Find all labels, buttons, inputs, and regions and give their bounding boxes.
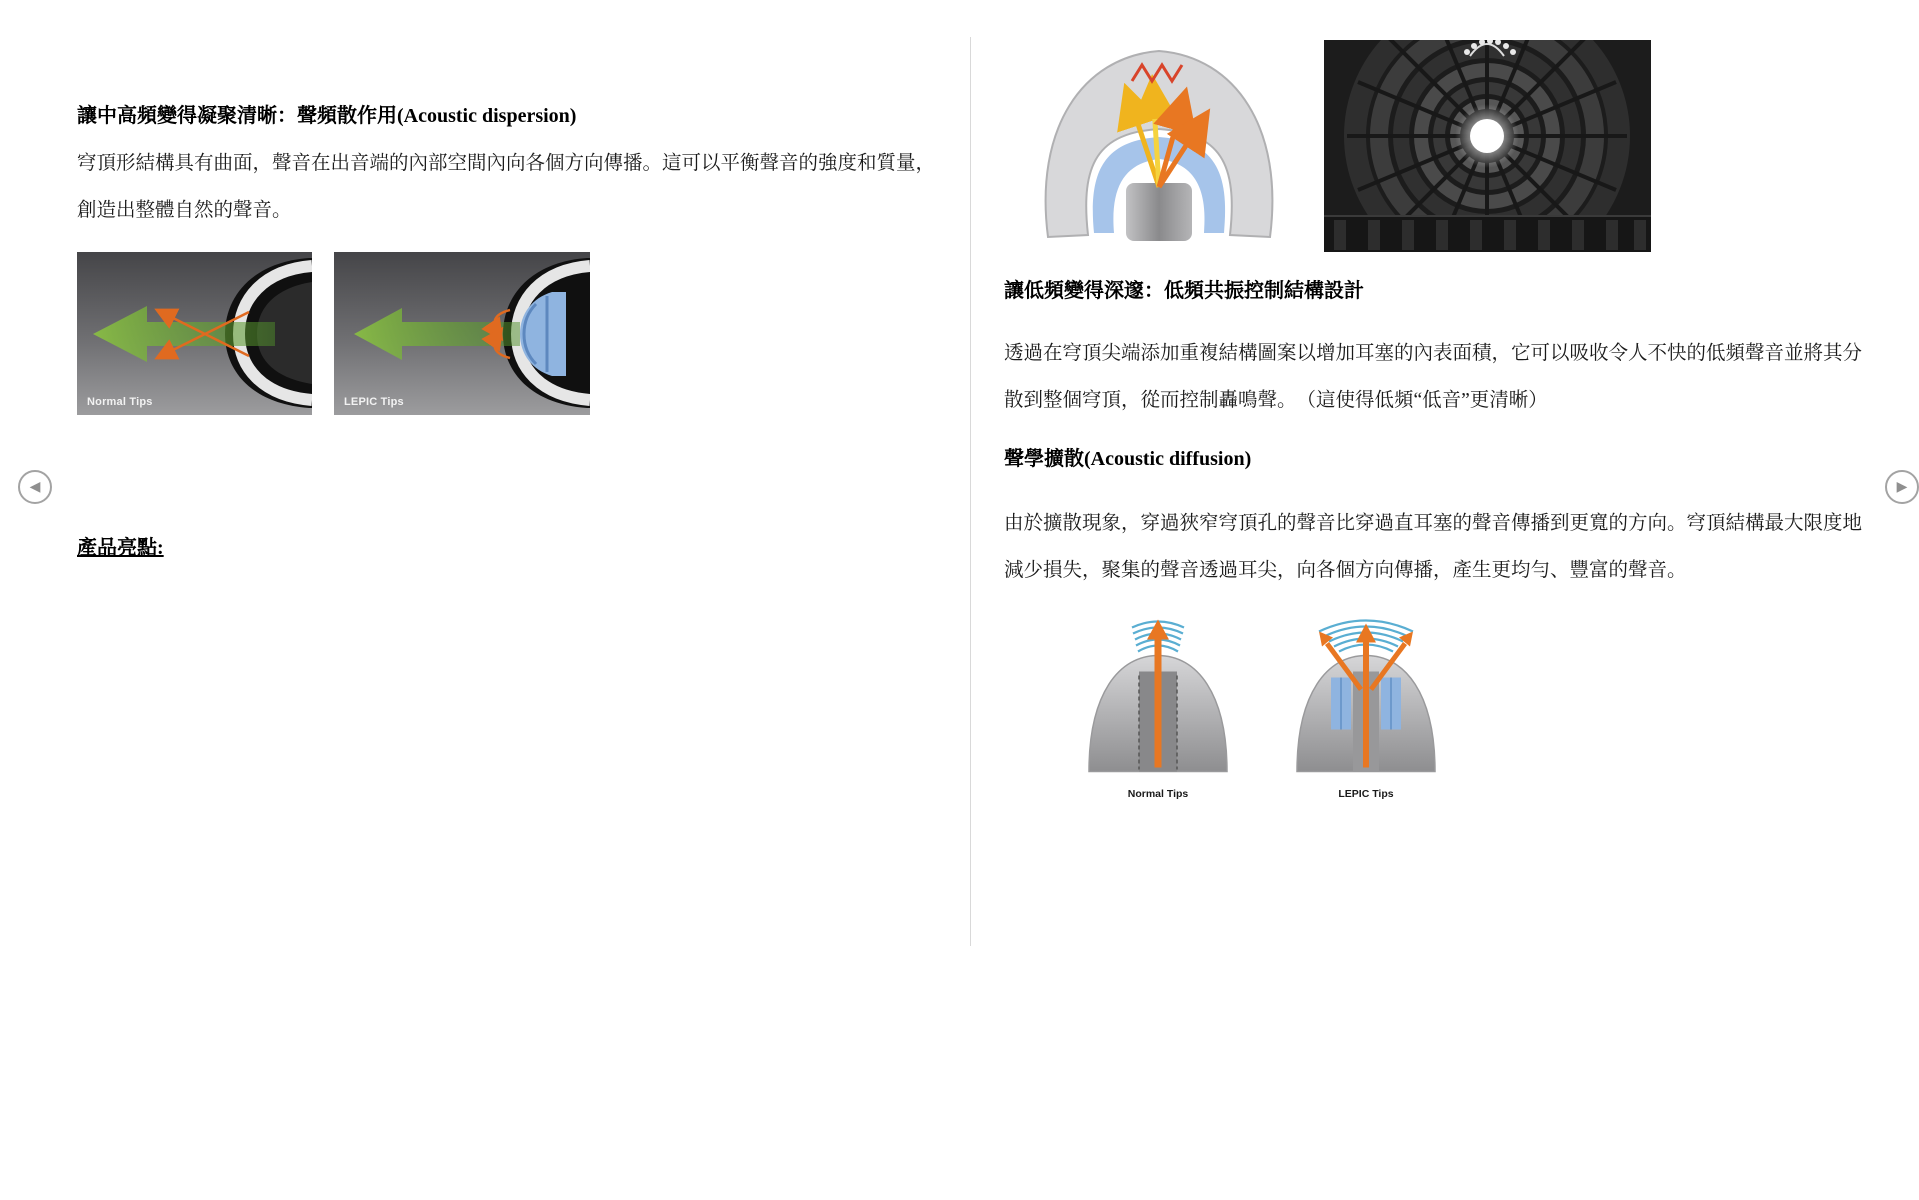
chevron-left-icon: ◀ [29, 479, 41, 495]
figure-dispersion-normal-tips [77, 252, 312, 415]
acoustic-diffusion-body: 由於擴散現象，穿過狹窄穹頂孔的聲音比穿過直耳塞的聲音傳播到更寬的方向。穹頂結構最大限度地減少損失，聚集的聲音透過耳尖，向各個方向傳播，產生更均勻、豐富的聲音。 [1004, 513, 1863, 581]
chevron-right-icon: ▶ [1896, 479, 1908, 495]
diffusion-normal-illustration [1073, 606, 1243, 781]
prev-page-button[interactable] [18, 470, 52, 504]
eartip-cutaway-illustration [1032, 37, 1286, 241]
figure-caption: LEPIC Tips [1338, 788, 1394, 800]
diffusion-lepic-illustration [1281, 606, 1451, 781]
figure-diffusion-normal-tips [1073, 606, 1243, 781]
figure-caption: Normal Tips [87, 396, 153, 408]
bass-control-body: 透過在穹頂尖端添加重複結構圖案以增加耳塞的內表面積，它可以吸收令人不快的低頻聲音並將其分散到整個穹頂，從而控制轟鳴聲。 （這使得低頻“低音”更清晰） [1004, 343, 1863, 411]
acoustic-dispersion-body: 穹頂形結構具有曲面，聲音在出音端的內部空間內向各個方向傳播。這可以平衡聲音的強度和質量，創造出整體自然的聲音。 [77, 153, 936, 221]
product-highlights-heading: 產品亮點: [77, 537, 164, 559]
bass-control-heading: 讓低頻變得深邃：低頻共振控制結構設計 [1004, 280, 1364, 302]
acoustic-diffusion-heading: 聲學擴散(Acoustic diffusion) [1004, 448, 1252, 470]
eartip-dispersion-normal-illustration [77, 252, 312, 415]
figure-caption: LEPIC Tips [344, 396, 404, 408]
figure-dispersion-lepic-tips [334, 252, 590, 415]
figure-pantheon-dome-photo [1324, 40, 1651, 252]
acoustic-dispersion-heading: 讓中高頻變得凝聚清晰：聲頻散作用(Acoustic dispersion) [77, 105, 577, 127]
column-divider [970, 37, 971, 946]
pantheon-dome-image [1324, 40, 1651, 252]
next-page-button[interactable] [1885, 470, 1919, 504]
figure-caption: Normal Tips [1127, 788, 1189, 800]
eartip-dispersion-lepic-illustration [334, 252, 590, 415]
figure-diffusion-lepic-tips [1281, 606, 1451, 781]
figure-eartip-cutaway [1032, 37, 1286, 241]
